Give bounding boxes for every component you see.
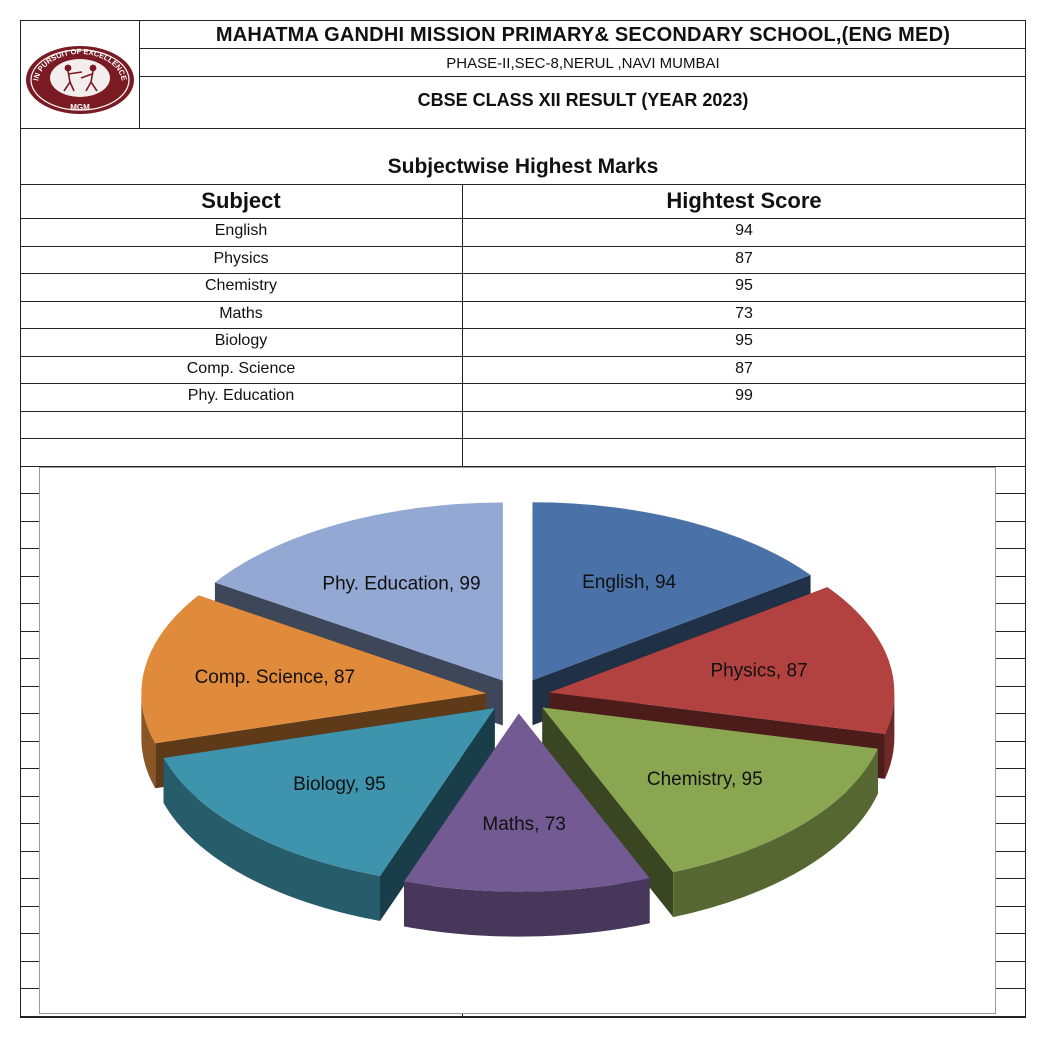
school-logo-icon	[24, 44, 136, 116]
table-rule	[20, 383, 1026, 384]
table-rule	[20, 356, 1026, 357]
table-rule	[20, 301, 1026, 302]
table-rule	[20, 411, 1026, 412]
score-cell: 73	[735, 305, 753, 322]
data-label: Maths, 73	[482, 813, 566, 835]
score-cell: 99	[735, 387, 753, 404]
table-rule	[20, 184, 1026, 185]
table-rule	[20, 273, 1026, 274]
pie-chart	[40, 468, 995, 1013]
column-header-score: Hightest Score	[666, 188, 822, 213]
table-rule	[20, 246, 1026, 247]
header-rule	[140, 48, 1026, 49]
subject-cell: Physics	[213, 250, 269, 267]
subject-cell: Chemistry	[204, 277, 277, 294]
data-label: English, 94	[582, 571, 677, 593]
score-cell: 95	[735, 332, 753, 349]
header-rule	[20, 128, 1026, 129]
score-cell: 87	[735, 250, 753, 267]
result-title: CBSE CLASS XII RESULT (YEAR 2023)	[417, 90, 749, 110]
data-label: Comp. Science, 87	[194, 666, 356, 688]
data-label: Biology, 95	[293, 773, 386, 795]
logo-initials: MGM	[70, 103, 90, 112]
score-cell: 87	[735, 360, 753, 377]
subject-cell: Biology	[214, 332, 268, 349]
subject-cell: Comp. Science	[186, 360, 296, 377]
column-header-subject: Subject	[201, 188, 281, 213]
school-name: MAHATMA GANDHI MISSION PRIMARY& SECONDARY SCHOOL,(ENG MED)	[215, 24, 951, 46]
score-cell: 95	[735, 277, 753, 294]
data-label: Phy. Education, 99	[322, 573, 481, 595]
subject-cell: Maths	[219, 305, 263, 322]
table-rule	[20, 1016, 1026, 1017]
table-rule	[20, 328, 1026, 329]
table-rule	[20, 438, 1026, 439]
pie-chart-area	[39, 467, 996, 1014]
header-rule	[140, 76, 1026, 77]
data-label: Chemistry, 95	[646, 769, 763, 791]
subject-cell: English	[214, 222, 268, 239]
table-title: Subjectwise Highest Marks	[387, 155, 659, 178]
table-rule	[20, 218, 1026, 219]
logo-motto: IN PURSUIT OF EXCELLENCE	[31, 46, 129, 82]
school-address: PHASE-II,SEC-8,NERUL ,NAVI MUMBAI	[446, 55, 720, 72]
subject-cell: Phy. Education	[187, 387, 295, 404]
data-label: Physics, 87	[710, 660, 808, 682]
score-cell: 94	[735, 222, 753, 239]
